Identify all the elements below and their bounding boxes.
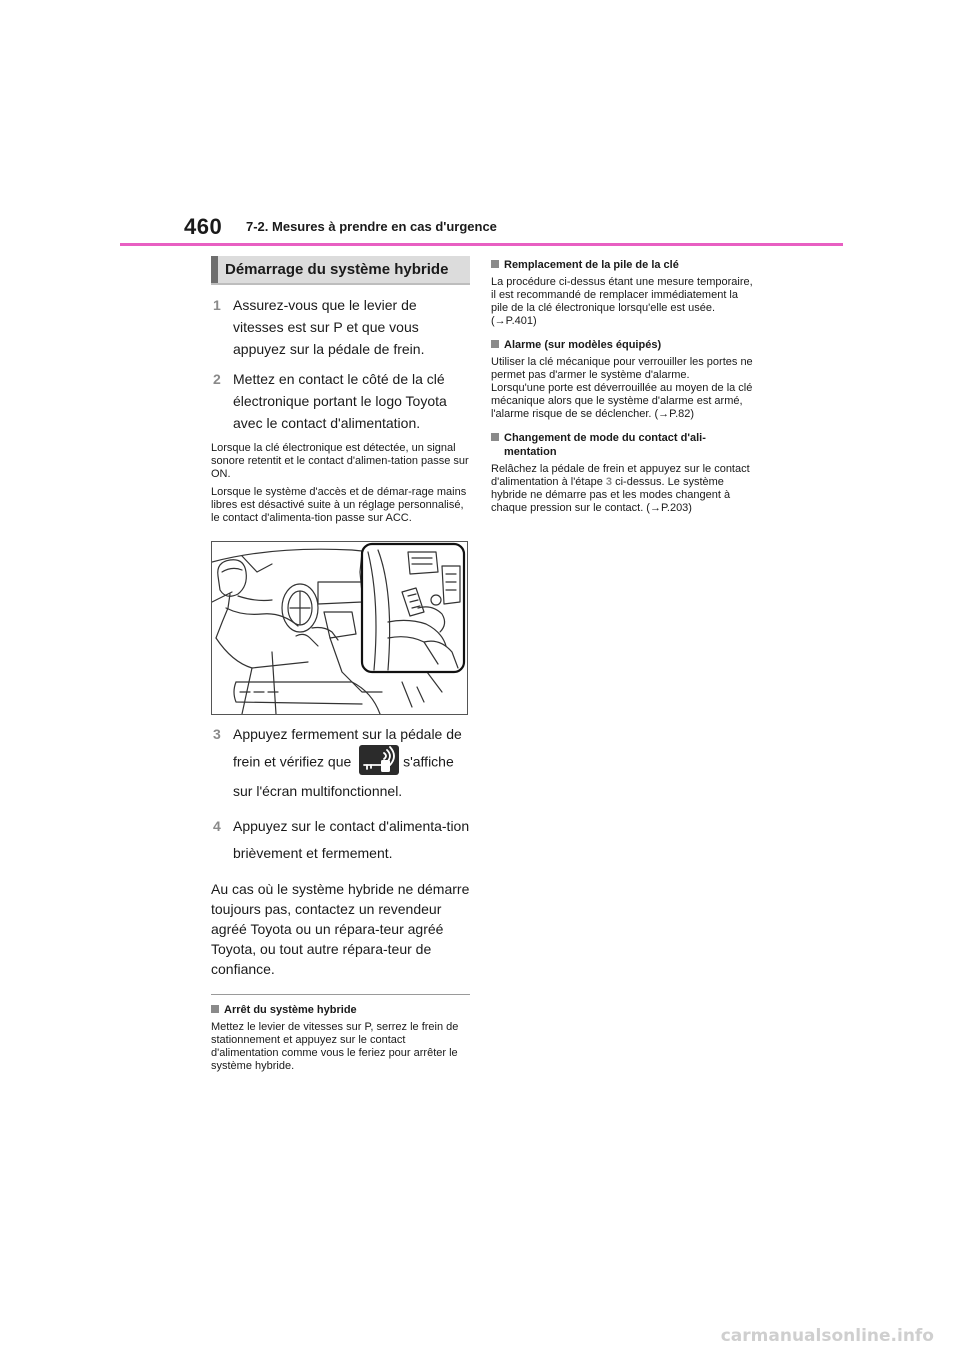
subsection-body: La procédure ci-dessus étant une mesure temporaire, il est recommandé de remplacer immédiatement la pile de la clé électronique lorsqu'elle est usée. (→P.401) bbox=[491, 276, 753, 327]
square-bullet-icon bbox=[491, 340, 499, 348]
subsection-heading: Arrêt du système hybride bbox=[211, 1003, 470, 1017]
step-number: 1 bbox=[213, 297, 221, 313]
page-number: 460 bbox=[184, 214, 223, 239]
square-bullet-icon bbox=[491, 433, 499, 441]
step-text: Assurez-vous que le levier de vitesses est sur P et que vous appuyez sur la pédale de frein. bbox=[233, 297, 425, 357]
step-reference: 3 bbox=[605, 476, 613, 488]
step-number: 3 bbox=[213, 726, 221, 742]
step-text: Mettez en contact le côté de la clé électronique portant le logo Toyota avec le contact d'alimentation. bbox=[233, 371, 447, 431]
step-4 bbox=[211, 813, 470, 867]
closing-paragraph: Au cas où le système hybride ne démarre toujours pas, contactez un revendeur agréé Toyota ou un répara-teur agréé Toyota, ou tout autre répara-teur de confiance. bbox=[211, 881, 470, 977]
subsection-heading: Remplacement de la pile de la clé bbox=[491, 258, 753, 272]
square-bullet-icon bbox=[211, 1005, 219, 1013]
step-number: 4 bbox=[213, 818, 221, 834]
left-column bbox=[211, 256, 470, 1073]
chapter-title: 7-2. Mesures à prendre en cas d'urgence bbox=[246, 219, 497, 234]
right-column bbox=[491, 256, 753, 515]
subsection-body: Utiliser la clé mécanique pour verrouiller les portes ne permet pas d'armer le système d'alarme. bbox=[491, 356, 753, 381]
subsection-body: Lorsqu'une porte est déverrouillée au moyen de la clé mécanique alors que le système d'alarme est armé, l'alarme risque de se déclencher. (→P.82) bbox=[491, 382, 753, 420]
section-banner bbox=[211, 256, 470, 285]
section-divider bbox=[211, 994, 470, 995]
subsection-heading: Alarme (sur modèles équipés) bbox=[491, 338, 753, 352]
watermark: carmanualsonline.info bbox=[720, 1326, 934, 1346]
note: Lorsque la clé électronique est détectée, un signal sonore retentit et le contact d'alimen-tation passe sur ON. bbox=[211, 442, 469, 480]
step-text-continued: s'affiche sur l'écran multifonctionnel. bbox=[233, 753, 454, 799]
section-banner-bar bbox=[211, 256, 218, 283]
subsection-body: Mettez le levier de vitesses sur P, serrez le frein de stationnement et appuyez sur le contact d'alimentation comme vous le feriez pour arrêter le système hybride. bbox=[211, 1021, 459, 1072]
subsection-body: Relâchez la pédale de frein et appuyez sur le contact d'alimentation à l'étape 3 ci-dessus. Le système hybride ne démarre pas et les modes changent à chaque pression sur le contact. (→P.203) bbox=[491, 463, 750, 514]
step-3 bbox=[211, 721, 470, 805]
driver-illustration-svg bbox=[212, 542, 468, 715]
step-text: Appuyez fermement sur la pédale de frein et vérifiez que bbox=[233, 726, 462, 770]
illustration-driver-key bbox=[211, 541, 468, 715]
step-number: 2 bbox=[213, 371, 221, 387]
section-title: Démarrage du système hybride bbox=[225, 261, 449, 278]
key-signal-icon bbox=[359, 745, 399, 775]
step-1 bbox=[211, 294, 470, 360]
subsection-heading: Changement de mode du contact d'ali-mentation bbox=[491, 431, 753, 459]
note: Lorsque le système d'accès et de démar-rage mains libres est désactivé suite à un réglage personnalisé, le contact d'alimenta-tion passe sur ACC. bbox=[211, 486, 467, 524]
header-divider bbox=[120, 243, 843, 246]
step-2 bbox=[211, 368, 470, 434]
step-text: Appuyez sur le contact d'alimenta-tion brièvement et fermement. bbox=[233, 818, 470, 861]
square-bullet-icon bbox=[491, 260, 499, 268]
